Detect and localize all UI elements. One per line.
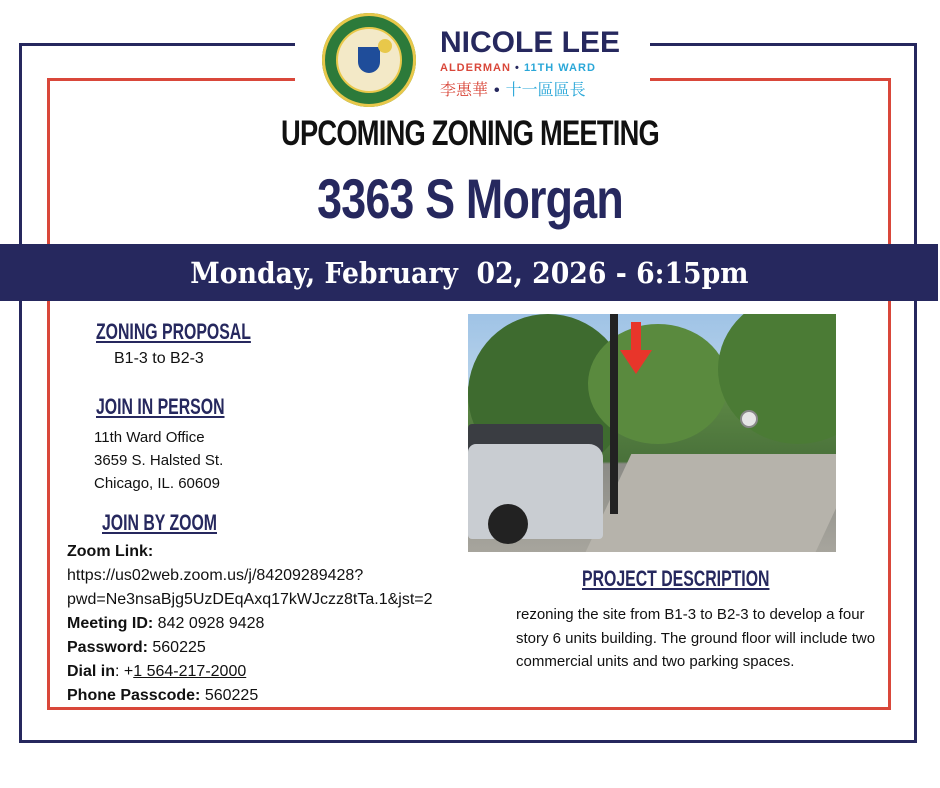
chinese-title: 十一區區長	[505, 82, 586, 99]
city-seal-icon	[322, 13, 416, 107]
seal-center	[336, 27, 402, 93]
join-in-person-heading: JOIN IN PERSON	[96, 394, 225, 419]
project-description-heading: PROJECT DESCRIPTION	[582, 566, 770, 591]
photo-street-pole	[610, 314, 618, 514]
phone-passcode-value: 560225	[204, 687, 259, 704]
seal-sun-icon	[378, 39, 392, 53]
photo-stop-sign-icon	[740, 410, 758, 428]
photo-tree-right	[718, 314, 836, 444]
site-marker-arrow-icon	[620, 322, 652, 374]
office-city: Chicago, IL. 60609	[94, 475, 220, 492]
meeting-id-label: Meeting ID:	[67, 615, 154, 632]
photo-tree-middle	[588, 324, 728, 444]
photo-sidewalk	[585, 454, 836, 552]
photo-truck-wheel	[488, 504, 528, 544]
chinese-title-line	[440, 77, 586, 100]
project-description-text: rezoning the site from B1-3 to B2-3 to develop a four story 6 units building. The ground floor will include two commercial units and two parking spaces.	[516, 606, 876, 670]
zoom-link-line1[interactable]: https://us02web.zoom.us/j/84209289428?	[67, 567, 364, 584]
password-label: Password:	[67, 639, 148, 656]
office-name: 11th Ward Office	[94, 429, 205, 446]
dial-in-number-link[interactable]: 1 564-217-2000	[133, 663, 247, 680]
ward-label: 11TH WARD	[523, 62, 596, 74]
alderman-title	[440, 62, 596, 74]
join-by-zoom-heading: JOIN BY ZOOM	[102, 510, 218, 535]
chinese-separator: •	[494, 82, 500, 99]
dial-in-label: Dial in	[67, 663, 116, 680]
meeting-id-value: 842 0928 9428	[157, 615, 265, 632]
alderman-role: ALDERMAN	[440, 62, 511, 74]
meeting-headline: UPCOMING ZONING MEETING	[281, 114, 659, 153]
password-value: 560225	[152, 639, 206, 656]
seal-shield-icon	[358, 47, 380, 73]
dial-in-prefix: : +	[115, 663, 134, 680]
zoom-link-line2[interactable]: pwd=Ne3nsaBjg5UzDEqAxq17kWJczz8tTa.1&jst=2	[67, 591, 433, 608]
office-street: 3659 S. Halsted St.	[94, 452, 224, 469]
chinese-name: 李惠華	[440, 82, 489, 99]
zoning-proposal-value: B1-3 to B2-3	[114, 350, 204, 367]
zoom-link-label: Zoom Link:	[67, 543, 154, 560]
zoning-proposal-heading: ZONING PROPOSAL	[96, 319, 251, 344]
site-photo	[468, 314, 836, 552]
zoom-details	[67, 540, 507, 708]
phone-passcode-label: Phone Passcode:	[67, 687, 201, 704]
meeting-date: Monday, February 02, 2026 - 6:15pm	[189, 255, 749, 290]
site-address: 3363 S Morgan	[317, 167, 623, 230]
alderman-name: NICOLE LEE	[440, 26, 621, 59]
date-banner	[0, 244, 938, 301]
title-separator: •	[515, 62, 524, 74]
